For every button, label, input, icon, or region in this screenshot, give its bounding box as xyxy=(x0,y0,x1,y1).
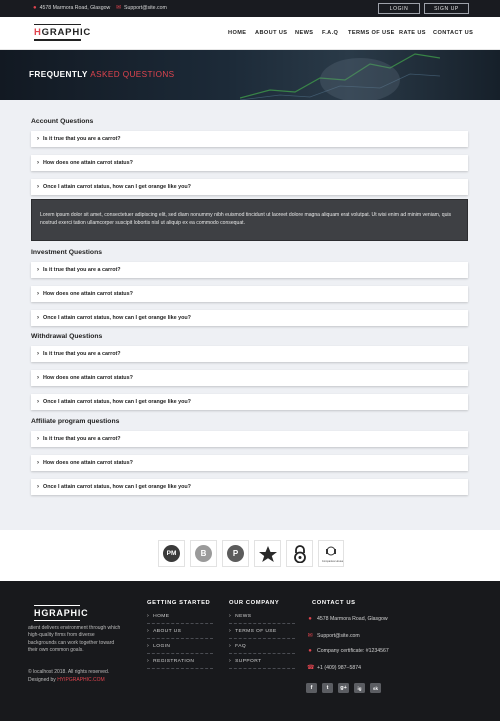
certificate-icon: ● xyxy=(308,648,312,654)
chevron-right-icon: › xyxy=(37,399,39,405)
chevron-right-icon: › xyxy=(147,658,150,664)
faq-section-heading: Withdrawal Questions xyxy=(31,333,103,340)
google-plus-icon[interactable]: g+ xyxy=(338,683,349,693)
faq-answer: Lorem ipsum dolor sit amet, consectetuer adipiscing elit, sed diam nonummy nibh euismod tincidunt ut laoreet dolore magna aliquam erat volutpat. Ut wisi enim ad minim veniam, quis nostrud exerci tation ullamcorper suscipit lobortis nisl ut aliquip ex ea commodo consequat. xyxy=(31,199,468,241)
logo-top-line xyxy=(34,24,81,25)
faq-section-heading: Account Questions xyxy=(31,118,94,125)
nav-contact[interactable]: CONTACT US xyxy=(433,30,474,36)
ssl-lock-logo xyxy=(286,540,313,567)
chevron-down-icon: › xyxy=(37,184,39,190)
banner-chart-graphic xyxy=(240,50,440,100)
lock-icon xyxy=(293,545,307,563)
contact-heading: CONTACT US xyxy=(312,600,356,606)
contact-email[interactable]: ✉ Support@site.com xyxy=(307,632,360,639)
chevron-right-icon: › xyxy=(147,628,150,634)
perfect-money-logo: PM xyxy=(158,540,185,567)
getting-started-heading: GETTING STARTED xyxy=(147,600,211,606)
chevron-right-icon: › xyxy=(37,291,39,297)
topbar-address: ● 4578 Marmora Road, Glasgow xyxy=(33,5,111,11)
chevron-right-icon: › xyxy=(37,484,39,490)
faq-question[interactable]: › How does one attain carrot status? xyxy=(31,286,468,302)
envelope-icon: ✉ xyxy=(307,633,313,639)
twitter-icon[interactable]: t xyxy=(322,683,333,693)
footer-description: atient delivers environment through which high-quality firms from diverse backgrounds can work together toward their own common goals. xyxy=(28,625,121,654)
star-icon xyxy=(259,546,277,562)
nav-about[interactable]: ABOUT US xyxy=(255,30,288,36)
login-button[interactable]: LOGIN xyxy=(378,3,420,14)
contact-certificate: ● Company certificate: #1234567 xyxy=(308,648,389,654)
signup-button[interactable]: SIGN UP xyxy=(424,3,469,14)
chevron-right-icon: › xyxy=(37,315,39,321)
nav-terms[interactable]: TERMS OF USE xyxy=(348,30,395,36)
contact-address: ● 4578 Marmora Road, Glasgow xyxy=(308,616,388,622)
instagram-icon[interactable]: ig xyxy=(354,683,365,693)
chevron-right-icon: › xyxy=(229,658,232,664)
faq-section-heading: Investment Questions xyxy=(31,249,103,256)
faq-question[interactable]: › How does one attain carrot status? xyxy=(31,455,468,471)
advcash-star-logo xyxy=(254,540,281,567)
footer-link-login[interactable]: › LOGIN xyxy=(147,639,213,654)
faq-question-open[interactable]: › Once I attain carrot status, how can I get orange like you? xyxy=(31,179,468,195)
footer-link-home[interactable]: › HOME xyxy=(147,609,213,624)
designer-link[interactable]: HYIPGRAPHIC.COM xyxy=(57,677,105,683)
main-nav xyxy=(0,17,500,50)
chevron-right-icon: › xyxy=(229,613,232,619)
chevron-right-icon: › xyxy=(37,375,39,381)
phone-icon: ☎ xyxy=(307,665,315,671)
logo-underline xyxy=(34,39,81,41)
nav-home[interactable]: HOME xyxy=(228,30,247,36)
chevron-right-icon: › xyxy=(229,628,232,634)
nav-faq[interactable]: F.A.Q xyxy=(322,30,339,36)
payment-methods xyxy=(0,530,500,581)
chevron-right-icon: › xyxy=(147,643,150,649)
envelope-icon: ✉ xyxy=(116,5,122,11)
our-company-heading: OUR COMPANY xyxy=(229,600,280,606)
logo[interactable]: HGRAPHIC xyxy=(34,27,91,38)
faq-question[interactable]: › Is it true that you are a carrot? xyxy=(31,346,468,362)
chevron-right-icon: › xyxy=(37,351,39,357)
footer-link-news[interactable]: › NEWS xyxy=(229,609,295,624)
footer xyxy=(0,581,500,721)
faq-question[interactable]: › How does one attain carrot status? xyxy=(31,370,468,386)
top-bar xyxy=(0,0,500,17)
facebook-icon[interactable]: f xyxy=(306,683,317,693)
map-pin-icon: ● xyxy=(33,5,37,11)
footer-logo-underline xyxy=(34,620,80,621)
page-banner xyxy=(0,50,500,100)
faq-question[interactable]: › Is it true that you are a carrot? xyxy=(31,262,468,278)
crest-icon xyxy=(325,546,337,556)
skype-icon[interactable]: sk xyxy=(370,683,381,693)
faq-question[interactable]: › Once I attain carrot status, how can I get orange like you? xyxy=(31,394,468,410)
footer-link-terms[interactable]: › TERMS OF USE xyxy=(229,624,295,639)
nav-news[interactable]: NEWS xyxy=(295,30,314,36)
chevron-right-icon: › xyxy=(229,643,232,649)
faq-question[interactable]: › Once I attain carrot status, how can I get orange like you? xyxy=(31,479,468,495)
footer-link-faq[interactable]: › FAQ xyxy=(229,639,295,654)
chevron-right-icon: › xyxy=(147,613,150,619)
footer-link-about[interactable]: › ABOUT US xyxy=(147,624,213,639)
page-title: FREQUENTLY ASKED QUESTIONS xyxy=(29,70,175,79)
contact-phone[interactable]: ☎ +1 (409) 987–5874 xyxy=(307,664,361,671)
chevron-right-icon: › xyxy=(37,136,39,142)
faq-question[interactable]: › Once I attain carrot status, how can I get orange like you? xyxy=(31,310,468,326)
chevron-right-icon: › xyxy=(37,436,39,442)
nav-rate[interactable]: RATE US xyxy=(399,30,426,36)
footer-logo[interactable]: HGRAPHIC xyxy=(34,608,88,618)
footer-link-support[interactable]: › SUPPORT xyxy=(229,654,295,669)
map-pin-icon: ● xyxy=(308,616,312,622)
faq-question[interactable]: › Is it true that you are a carrot? xyxy=(31,131,468,147)
chevron-right-icon: › xyxy=(37,267,39,273)
topbar-email[interactable]: ✉ Support@site.com xyxy=(116,5,167,11)
chevron-right-icon: › xyxy=(37,460,39,466)
footer-link-registration[interactable]: › REGISTRATION xyxy=(147,654,213,669)
bitcoin-logo: B xyxy=(190,540,217,567)
companies-house-logo: Companies House xyxy=(318,540,344,567)
faq-section-heading: Affiliate program questions xyxy=(31,418,120,425)
faq-question[interactable]: › How does one attain carrot status? xyxy=(31,155,468,171)
footer-copyright: © localhost 2018. All rights reserved. Designed by HYIPGRAPHIC.COM xyxy=(28,669,110,683)
payeer-logo: P xyxy=(222,540,249,567)
faq-question[interactable]: › Is it true that you are a carrot? xyxy=(31,431,468,447)
chevron-right-icon: › xyxy=(37,160,39,166)
footer-logo-top-line xyxy=(34,605,80,606)
